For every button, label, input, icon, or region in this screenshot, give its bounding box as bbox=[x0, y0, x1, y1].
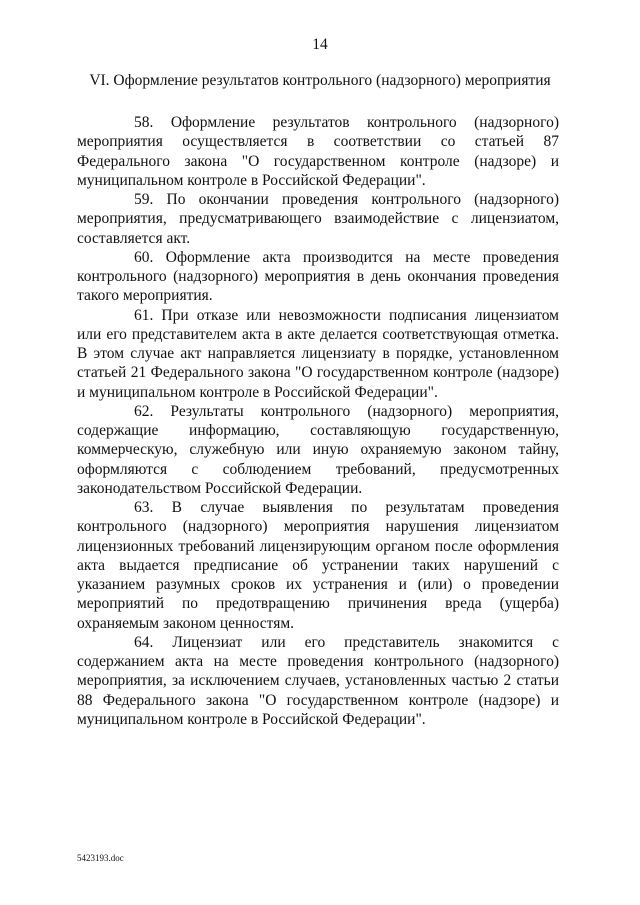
document-file-code: 5423193.doc bbox=[77, 853, 124, 863]
paragraph-63: 63. В случае выявления по результатам проведения контрольного (надзорного) мероприятия нарушения лицензиатом лицензионных требований лицензирующим органом после оформления акта выдается предписание об устранении таких нарушений с указанием разумных сроков их устранения и (или) о проведении мероприятий по предотвращению причинения вреда (ущерба) охраняемым законом ценностям. bbox=[77, 499, 559, 632]
document-body bbox=[77, 113, 559, 729]
paragraph-58: 58. Оформление результатов контрольного (надзорного) мероприятия осуществляется в соответствии со статьей 87 Федерального закона "О государственном контроле (надзоре) и муниципальном контроле в Российской Федерации". bbox=[77, 114, 559, 189]
paragraph-59: 59. По окончании проведения контрольного (надзорного) мероприятия, предусматривающего взаимодействие с лицензиатом, составляется акт. bbox=[77, 191, 559, 247]
paragraph-62: 62. Результаты контрольного (надзорного) мероприятия, содержащие информацию, составляющую государственную, коммерческую, служебную или иную охраняемую законом тайну, оформляются с соблюдением требований, предусмотренных законодательством Российской Федерации. bbox=[77, 402, 559, 497]
paragraph-64: 64. Лицензиат или его представитель знакомится с содержанием акта на месте проведения контрольного (надзорного) мероприятия, за исключением случаев, установленных частью 2 статьи 88 Федерального закона "О государственном контроле (надзоре) и муниципальном контроле в Российской Федерации". bbox=[77, 633, 559, 728]
paragraph-60: 60. Оформление акта производится на месте проведения контрольного (надзорного) мероприятия в день окончания проведения такого мероприятия. bbox=[77, 248, 559, 305]
paragraph-61: 61. При отказе или невозможности подписания лицензиатом или его представителем акта в акте делается соответствующая отметка. В этом случае акт направляется лицензиату в порядке, установленном статьей 21 Федерального закона "О государственном контроле (надзоре) и муниципальном контроле в Российской Федерации". bbox=[77, 306, 559, 401]
section-heading: VI. Оформление результатов контрольного (надзорного) мероприятия bbox=[89, 72, 551, 89]
page-number: 14 bbox=[312, 36, 328, 53]
